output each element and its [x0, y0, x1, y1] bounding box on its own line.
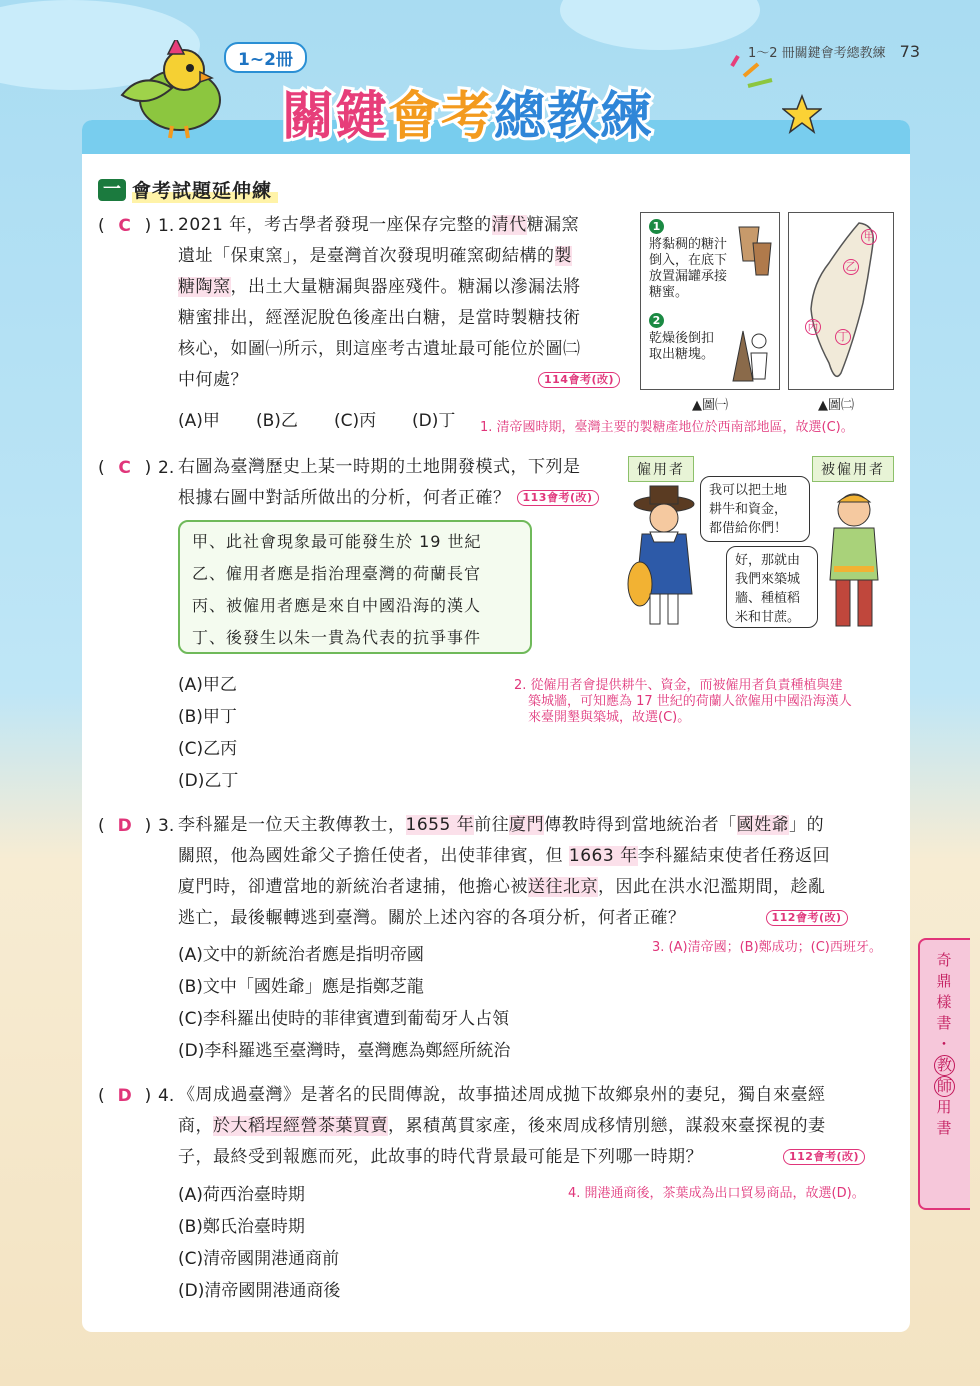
option-a[interactable]: (A)甲	[178, 411, 220, 431]
answer-note-1: 1. 清帝國時期，臺灣主要的製糖產地位於西南部地區，故選(C)。	[480, 420, 854, 435]
step-2-text: 乾燥後倒扣 取出糖塊。	[649, 331, 715, 362]
option-c[interactable]: (C)李科羅出使時的菲律賓遭到葡萄牙人占領	[178, 1009, 510, 1029]
employee-speech-bubble: 好，那就由 我們來築城 牆、種植稻 米和甘蔗。	[726, 546, 818, 628]
cloud-decoration	[560, 0, 760, 50]
option-a[interactable]: (A)文中的新統治者應是指明帝國	[178, 945, 424, 965]
figure-2-caption: ▲圖㈡	[818, 398, 854, 413]
option-d[interactable]: (D)李科羅逃至臺灣時，臺灣應為鄭經所統治	[178, 1041, 511, 1061]
option-c[interactable]: (C)清帝國開港通商前	[178, 1249, 340, 1269]
answer-1: ( C )	[98, 216, 152, 236]
option-c[interactable]: (C)丙	[334, 411, 377, 431]
employer-speech-bubble: 我可以把土地 耕牛和資金， 都借給你們！	[700, 476, 810, 542]
statement-box: 甲、此社會現象最可能發生於 19 世紀 乙、僱用者應是指治理臺灣的荷蘭長官 丙、被僱用者應是來自中國沿海的漢人 丁、後發生以朱一貴為代表的抗爭事件	[178, 520, 532, 654]
question-number: 3.	[158, 816, 175, 836]
question-number: 2.	[158, 458, 175, 478]
step-1-text: 將黏稠的糖汁 倒入，在底下 放置漏罐承接 糖蜜。	[649, 237, 728, 300]
question-3-stem: 李科羅是一位天主教傳教士，1655 年前往廈門傳教時得到當地統治者「國姓爺」的 關照，他為國姓爺父子擔任使者，出使菲律賓，但 1663 年李科羅結束使者任務返回 廈門時，卻遭當地的新統治者逮捕，他擔心被送往北京，因此在洪水氾濫期間，趁亂 逃亡，最後輾轉逃到臺灣。關於上述內容的各項分析，何者正確？ 112會考(改)	[178, 810, 898, 934]
dutch-employer-illustration-icon	[620, 484, 710, 634]
source-tag: 114會考(改)	[538, 372, 620, 388]
option-b[interactable]: (B)乙	[256, 411, 298, 431]
option-d[interactable]: (D)丁	[412, 411, 456, 431]
answer-4: ( D )	[98, 1086, 152, 1106]
option-b[interactable]: (B)鄭氏治臺時期	[178, 1217, 305, 1237]
answer-note-2: 2. 從僱用者會提供耕牛、資金，而被僱用者負責種植與建 築城牆，可知應為 17 世紀的荷蘭人欲僱用中國沿海漢人 來臺開墾與築城，故選(C)。	[514, 678, 852, 725]
source-tag: 113會考(改)	[517, 490, 599, 506]
question-number: 4.	[158, 1086, 175, 1106]
employee-label: 被僱用者	[812, 456, 894, 482]
question-1-stem: 2021 年，考古學者發現一座保存完整的清代糖漏窯 遺址「保東窯」，是臺灣首次發現明確窯砌結構的製 糖陶窯，出土大量糖漏與器座殘件。糖漏以滲漏法將 糖蜜排出，經溼泥脫色後產出白糖，是當時製糖技術 核心，如圖㈠所示，則這座考古遺址最可能位於圖㈡ 中何處？ 114會考(改)	[178, 210, 628, 396]
question-4-stem: 《周成過臺灣》是著名的民間傳說，故事描述周成拋下故鄉泉州的妻兒，獨自來臺經 商，於大稻埕經營茶葉買賣，累積萬貫家產，後來周成移情別戀，謀殺來臺探視的妻 子，最終受到報應而死，此故事的時代背景最可能是下列哪一時期？ 112會考(改)	[178, 1080, 898, 1173]
answer-2: ( C )	[98, 458, 152, 478]
answer-note-3: 3. (A)清帝國；(B)鄭成功；(C)西班牙。	[652, 940, 882, 955]
option-a[interactable]: (A)甲乙	[178, 675, 237, 695]
employer-label: 僱用者	[628, 456, 694, 482]
parrot-mascot-icon	[112, 40, 242, 140]
question-2-stem: 右圖為臺灣歷史上某一時期的土地開發模式，下列是 根據右圖中對話所做出的分析，何者正確？ 113會考(改)	[178, 452, 628, 514]
page-number: 73	[899, 42, 920, 61]
option-a[interactable]: (A)荷西治臺時期	[178, 1185, 305, 1205]
volume-badge: 1~2冊	[224, 42, 307, 73]
taiwan-map-icon	[789, 213, 893, 389]
section-label: 會考試題延伸練	[132, 176, 278, 203]
option-b[interactable]: (B)甲丁	[178, 707, 237, 727]
sugar-pot-icon	[735, 221, 775, 277]
cone-mold-icon	[721, 323, 775, 385]
running-head: 1～2 冊關鍵會考總教練 73	[747, 42, 920, 61]
source-tag: 112會考(改)	[766, 910, 848, 926]
star-icon	[782, 94, 822, 134]
figure-1-sugar-process: 1 將黏稠的糖汁 倒入，在底下 放置漏罐承接 糖蜜。 2 乾燥後倒扣 取出糖塊。	[640, 212, 780, 390]
option-c[interactable]: (C)乙丙	[178, 739, 238, 759]
question-number: 1.	[158, 216, 175, 236]
figure-1-caption: ▲圖㈠	[692, 398, 728, 413]
answer-note-4: 4. 開港通商後，茶葉成為出口貿易商品，故選(D)。	[568, 1186, 865, 1201]
page-title: 關鍵會考總教練	[282, 87, 654, 147]
source-tag: 112會考(改)	[783, 1149, 865, 1165]
han-employee-illustration-icon	[820, 488, 890, 632]
side-tab: 奇 鼎 樣 書 ・ 教 師 用 書	[918, 938, 970, 1210]
answer-3: ( D )	[98, 816, 152, 836]
option-d[interactable]: (D)清帝國開港通商後	[178, 1281, 341, 1301]
option-d[interactable]: (D)乙丁	[178, 771, 239, 791]
figure-2-taiwan-map: 甲 乙 丙 丁	[788, 212, 894, 390]
section-number: 一	[98, 179, 126, 201]
option-b[interactable]: (B)文中「國姓爺」應是指鄭芝龍	[178, 977, 424, 997]
section-title	[98, 176, 278, 203]
